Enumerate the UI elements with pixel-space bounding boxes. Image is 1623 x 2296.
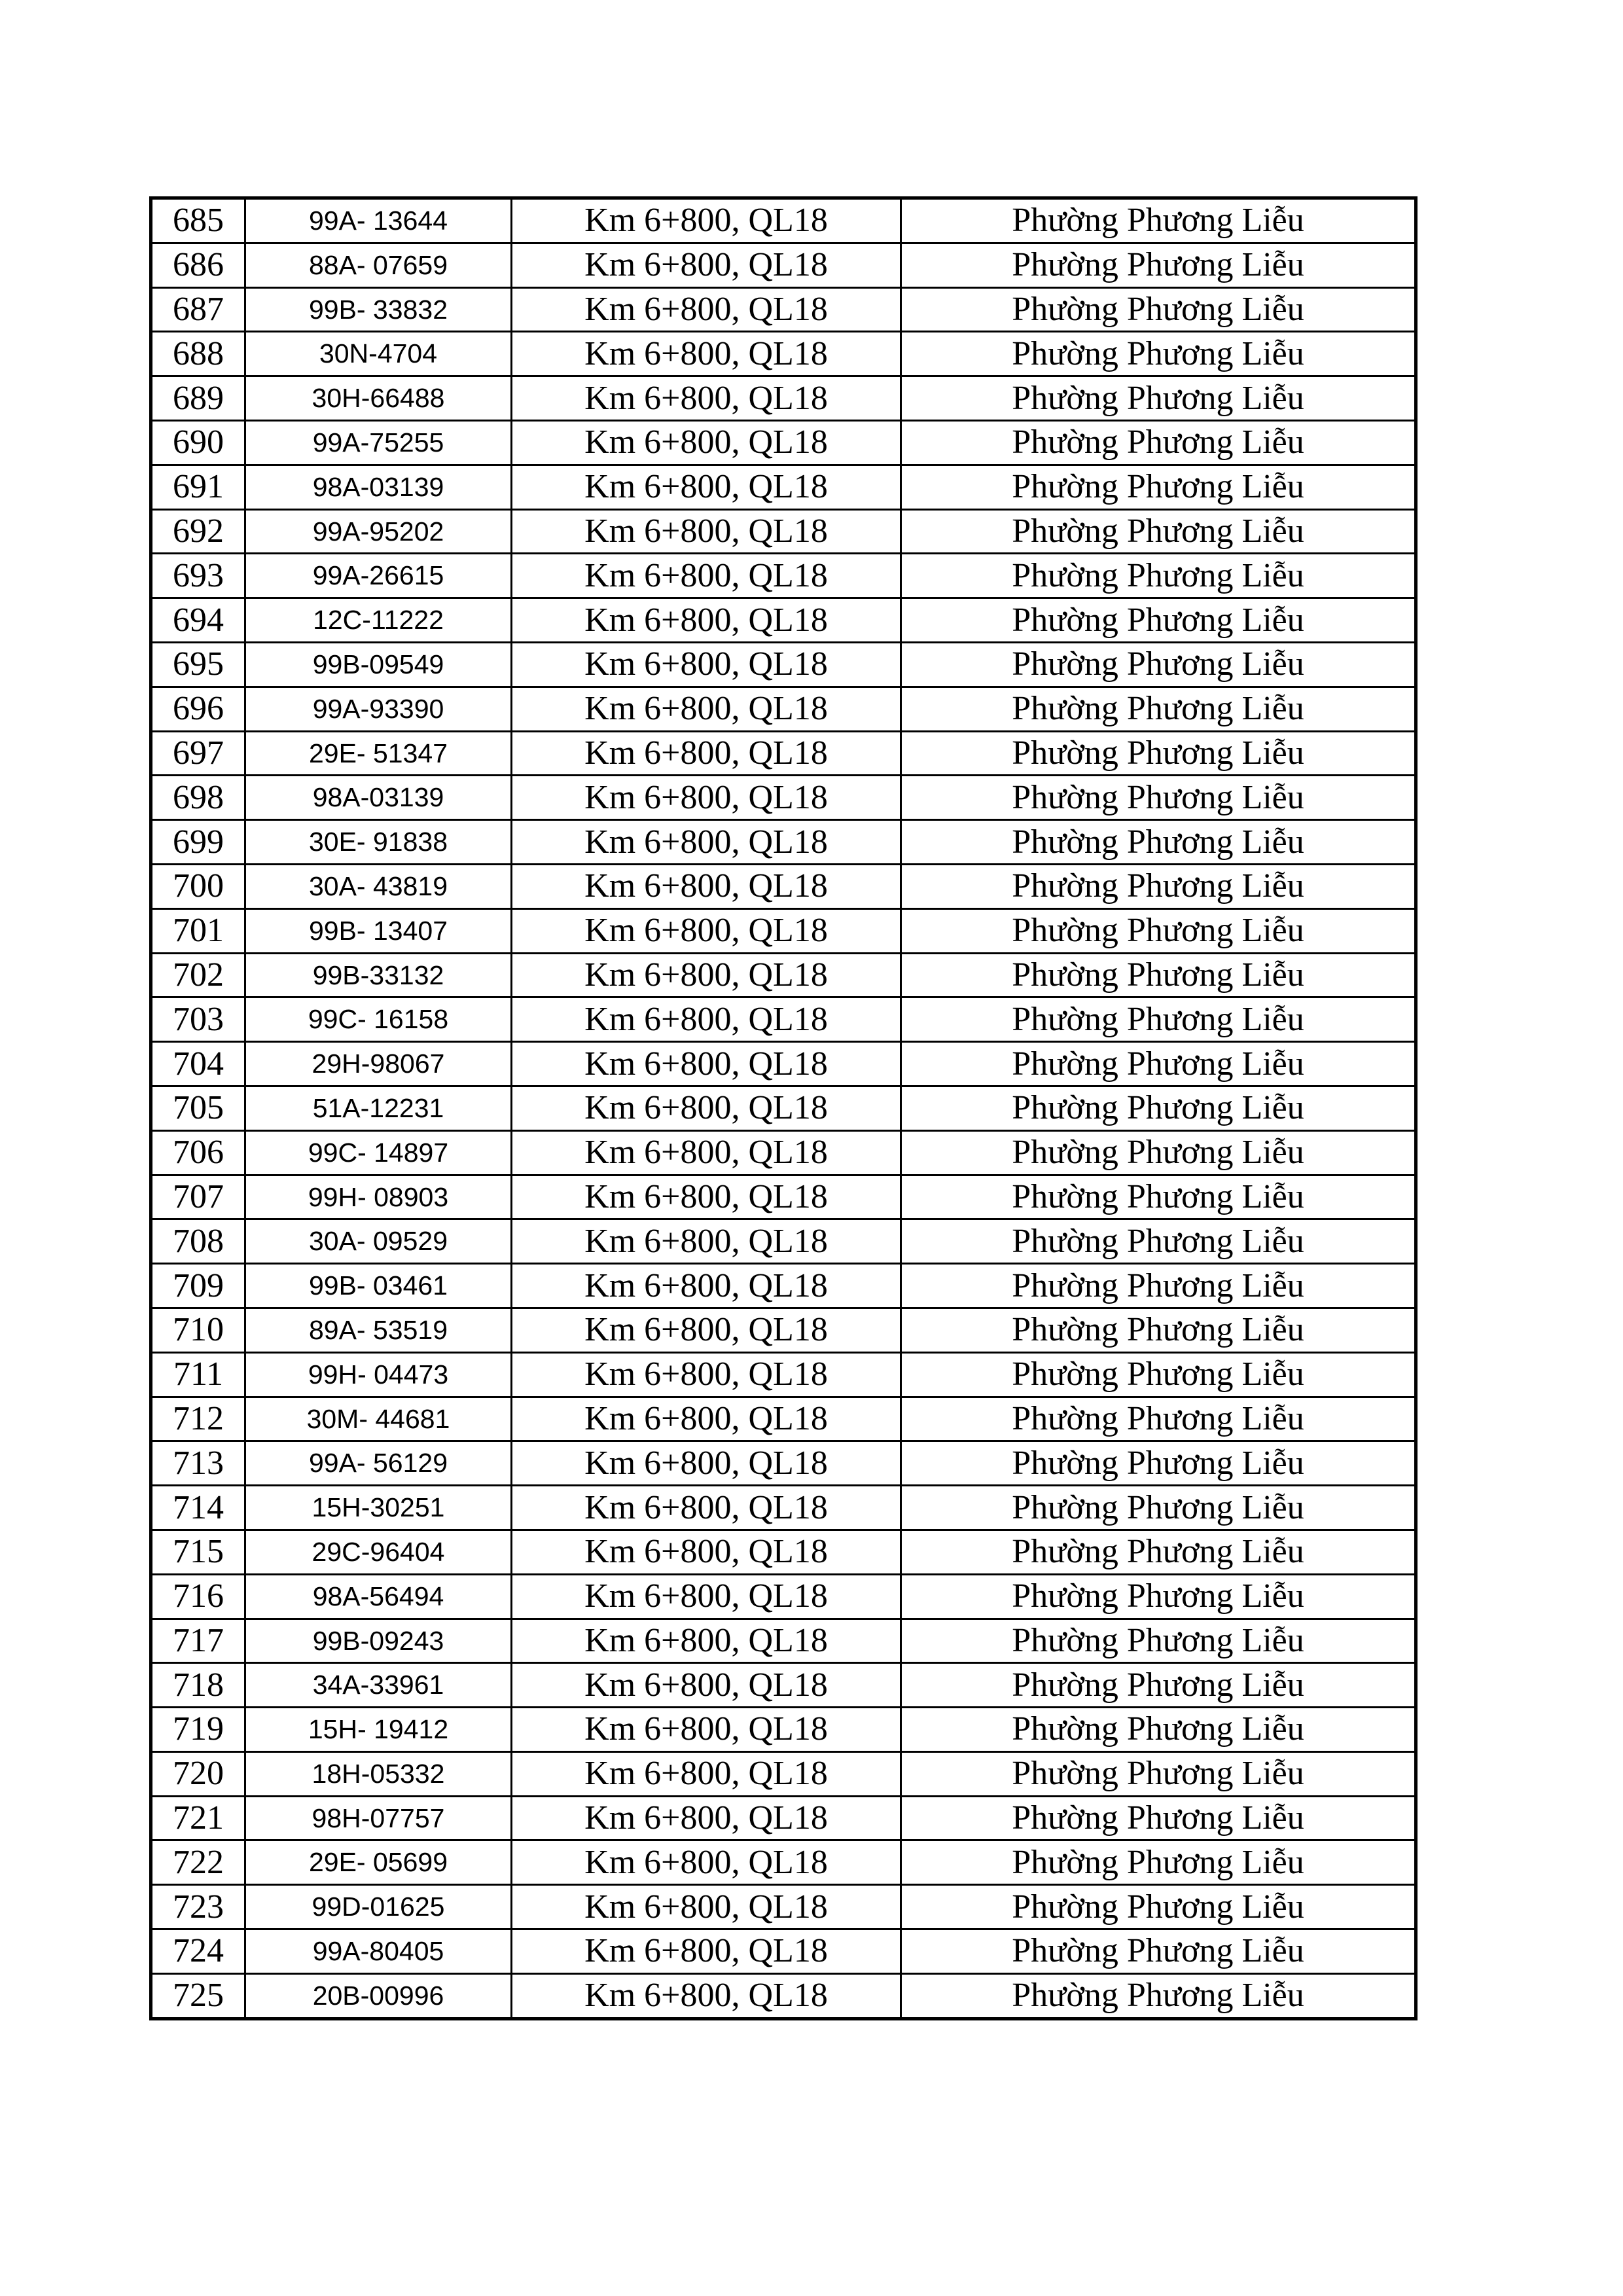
location-cell: Km 6+800, QL18	[512, 1751, 901, 1796]
location-cell: Km 6+800, QL18	[512, 1929, 901, 1974]
table-row	[151, 864, 1416, 908]
license-plate-cell: 88A- 07659	[245, 243, 512, 287]
location-cell: Km 6+800, QL18	[512, 1219, 901, 1264]
table-row	[151, 1264, 1416, 1308]
ward-cell: Phường Phương Liễu	[901, 1042, 1416, 1086]
table-row	[151, 997, 1416, 1042]
ward-cell: Phường Phương Liễu	[901, 1619, 1416, 1663]
license-plate-cell: 30A- 09529	[245, 1219, 512, 1264]
row-number-cell: 691	[151, 465, 245, 509]
row-number-cell: 697	[151, 731, 245, 776]
table-row	[151, 465, 1416, 509]
table-row	[151, 243, 1416, 287]
row-number-cell: 720	[151, 1751, 245, 1796]
ward-cell: Phường Phương Liễu	[901, 1219, 1416, 1264]
ward-cell: Phường Phương Liễu	[901, 1397, 1416, 1441]
row-number-cell: 725	[151, 1973, 245, 2018]
table-row	[151, 1530, 1416, 1574]
row-number-cell: 715	[151, 1530, 245, 1574]
license-plate-cell: 30N-4704	[245, 332, 512, 376]
table-row	[151, 1042, 1416, 1086]
row-number-cell: 690	[151, 420, 245, 465]
location-cell: Km 6+800, QL18	[512, 1264, 901, 1308]
license-plate-cell: 99D-01625	[245, 1885, 512, 1929]
location-cell: Km 6+800, QL18	[512, 687, 901, 731]
ward-cell: Phường Phương Liễu	[901, 376, 1416, 421]
location-cell: Km 6+800, QL18	[512, 1708, 901, 1752]
license-plate-cell: 99B-33132	[245, 953, 512, 997]
ward-cell: Phường Phương Liễu	[901, 1973, 1416, 2018]
ward-cell: Phường Phương Liễu	[901, 1574, 1416, 1619]
license-plate-cell: 99B- 13407	[245, 908, 512, 953]
ward-cell: Phường Phương Liễu	[901, 420, 1416, 465]
license-plate-cell: 99A- 13644	[245, 198, 512, 243]
ward-cell: Phường Phương Liễu	[901, 864, 1416, 908]
row-number-cell: 712	[151, 1397, 245, 1441]
location-cell: Km 6+800, QL18	[512, 997, 901, 1042]
location-cell: Km 6+800, QL18	[512, 1352, 901, 1397]
row-number-cell: 718	[151, 1663, 245, 1708]
row-number-cell: 698	[151, 776, 245, 820]
license-plate-cell: 98A-03139	[245, 465, 512, 509]
license-plate-cell: 99B- 33832	[245, 287, 512, 332]
license-plate-cell: 99B- 03461	[245, 1264, 512, 1308]
location-cell: Km 6+800, QL18	[512, 1973, 901, 2018]
violation-table	[149, 196, 1418, 2020]
table-row	[151, 1751, 1416, 1796]
license-plate-cell: 99A- 56129	[245, 1441, 512, 1486]
row-number-cell: 706	[151, 1130, 245, 1175]
ward-cell: Phường Phương Liễu	[901, 1130, 1416, 1175]
location-cell: Km 6+800, QL18	[512, 864, 901, 908]
ward-cell: Phường Phương Liễu	[901, 953, 1416, 997]
license-plate-cell: 30A- 43819	[245, 864, 512, 908]
location-cell: Km 6+800, QL18	[512, 554, 901, 598]
ward-cell: Phường Phương Liễu	[901, 642, 1416, 687]
ward-cell: Phường Phương Liễu	[901, 1308, 1416, 1352]
table-row	[151, 1619, 1416, 1663]
row-number-cell: 714	[151, 1486, 245, 1530]
table-row	[151, 1486, 1416, 1530]
location-cell: Km 6+800, QL18	[512, 908, 901, 953]
row-number-cell: 722	[151, 1840, 245, 1885]
table-row	[151, 1840, 1416, 1885]
table-row	[151, 554, 1416, 598]
row-number-cell: 719	[151, 1708, 245, 1752]
table-row	[151, 1441, 1416, 1486]
row-number-cell: 692	[151, 509, 245, 554]
location-cell: Km 6+800, QL18	[512, 642, 901, 687]
table-row	[151, 908, 1416, 953]
location-cell: Km 6+800, QL18	[512, 1486, 901, 1530]
table-row	[151, 509, 1416, 554]
license-plate-cell: 34A-33961	[245, 1663, 512, 1708]
table-row	[151, 1308, 1416, 1352]
ward-cell: Phường Phương Liễu	[901, 332, 1416, 376]
table-row	[151, 1175, 1416, 1219]
location-cell: Km 6+800, QL18	[512, 776, 901, 820]
row-number-cell: 693	[151, 554, 245, 598]
license-plate-cell: 99B-09243	[245, 1619, 512, 1663]
row-number-cell: 723	[151, 1885, 245, 1929]
ward-cell: Phường Phương Liễu	[901, 1441, 1416, 1486]
row-number-cell: 713	[151, 1441, 245, 1486]
ward-cell: Phường Phương Liễu	[901, 1086, 1416, 1130]
location-cell: Km 6+800, QL18	[512, 1885, 901, 1929]
location-cell: Km 6+800, QL18	[512, 1840, 901, 1885]
ward-cell: Phường Phương Liễu	[901, 1796, 1416, 1840]
row-number-cell: 717	[151, 1619, 245, 1663]
location-cell: Km 6+800, QL18	[512, 731, 901, 776]
table-row	[151, 642, 1416, 687]
location-cell: Km 6+800, QL18	[512, 1441, 901, 1486]
row-number-cell: 707	[151, 1175, 245, 1219]
table-row	[151, 332, 1416, 376]
ward-cell: Phường Phương Liễu	[901, 1663, 1416, 1708]
table-row	[151, 1663, 1416, 1708]
row-number-cell: 710	[151, 1308, 245, 1352]
ward-cell: Phường Phương Liễu	[901, 1708, 1416, 1752]
table-row	[151, 287, 1416, 332]
table-row	[151, 1929, 1416, 1974]
ward-cell: Phường Phương Liễu	[901, 1175, 1416, 1219]
ward-cell: Phường Phương Liễu	[901, 1530, 1416, 1574]
ward-cell: Phường Phương Liễu	[901, 1352, 1416, 1397]
table-row	[151, 420, 1416, 465]
table-row	[151, 376, 1416, 421]
location-cell: Km 6+800, QL18	[512, 598, 901, 643]
table-row	[151, 820, 1416, 865]
table-row	[151, 1352, 1416, 1397]
location-cell: Km 6+800, QL18	[512, 243, 901, 287]
table-row	[151, 1973, 1416, 2018]
ward-cell: Phường Phương Liễu	[901, 243, 1416, 287]
row-number-cell: 694	[151, 598, 245, 643]
location-cell: Km 6+800, QL18	[512, 1619, 901, 1663]
location-cell: Km 6+800, QL18	[512, 1530, 901, 1574]
license-plate-cell: 12C-11222	[245, 598, 512, 643]
row-number-cell: 703	[151, 997, 245, 1042]
ward-cell: Phường Phương Liễu	[901, 820, 1416, 865]
ward-cell: Phường Phương Liễu	[901, 731, 1416, 776]
ward-cell: Phường Phương Liễu	[901, 509, 1416, 554]
location-cell: Km 6+800, QL18	[512, 1663, 901, 1708]
location-cell: Km 6+800, QL18	[512, 465, 901, 509]
license-plate-cell: 30H-66488	[245, 376, 512, 421]
license-plate-cell: 99A-26615	[245, 554, 512, 598]
ward-cell: Phường Phương Liễu	[901, 465, 1416, 509]
location-cell: Km 6+800, QL18	[512, 1042, 901, 1086]
location-cell: Km 6+800, QL18	[512, 1796, 901, 1840]
ward-cell: Phường Phương Liễu	[901, 1751, 1416, 1796]
ward-cell: Phường Phương Liễu	[901, 997, 1416, 1042]
table-row	[151, 1219, 1416, 1264]
license-plate-cell: 30M- 44681	[245, 1397, 512, 1441]
license-plate-cell: 15H- 19412	[245, 1708, 512, 1752]
row-number-cell: 709	[151, 1264, 245, 1308]
location-cell: Km 6+800, QL18	[512, 287, 901, 332]
ward-cell: Phường Phương Liễu	[901, 908, 1416, 953]
license-plate-cell: 99A-80405	[245, 1929, 512, 1974]
ward-cell: Phường Phương Liễu	[901, 598, 1416, 643]
row-number-cell: 702	[151, 953, 245, 997]
row-number-cell: 704	[151, 1042, 245, 1086]
license-plate-cell: 51A-12231	[245, 1086, 512, 1130]
table-row	[151, 776, 1416, 820]
license-plate-cell: 15H-30251	[245, 1486, 512, 1530]
license-plate-cell: 29H-98067	[245, 1042, 512, 1086]
row-number-cell: 689	[151, 376, 245, 421]
license-plate-cell: 99A-95202	[245, 509, 512, 554]
row-number-cell: 699	[151, 820, 245, 865]
location-cell: Km 6+800, QL18	[512, 1130, 901, 1175]
location-cell: Km 6+800, QL18	[512, 1397, 901, 1441]
row-number-cell: 685	[151, 198, 245, 243]
row-number-cell: 721	[151, 1796, 245, 1840]
license-plate-cell: 20B-00996	[245, 1973, 512, 2018]
license-plate-cell: 99A-93390	[245, 687, 512, 731]
row-number-cell: 701	[151, 908, 245, 953]
location-cell: Km 6+800, QL18	[512, 1175, 901, 1219]
row-number-cell: 708	[151, 1219, 245, 1264]
location-cell: Km 6+800, QL18	[512, 1086, 901, 1130]
table-row	[151, 1885, 1416, 1929]
location-cell: Km 6+800, QL18	[512, 198, 901, 243]
table-row	[151, 198, 1416, 243]
ward-cell: Phường Phương Liễu	[901, 287, 1416, 332]
table-row	[151, 1796, 1416, 1840]
table-row	[151, 1574, 1416, 1619]
row-number-cell: 687	[151, 287, 245, 332]
table-row	[151, 731, 1416, 776]
row-number-cell: 711	[151, 1352, 245, 1397]
row-number-cell: 700	[151, 864, 245, 908]
location-cell: Km 6+800, QL18	[512, 509, 901, 554]
location-cell: Km 6+800, QL18	[512, 376, 901, 421]
license-plate-cell: 99H- 04473	[245, 1352, 512, 1397]
ward-cell: Phường Phương Liễu	[901, 1929, 1416, 1974]
location-cell: Km 6+800, QL18	[512, 420, 901, 465]
license-plate-cell: 18H-05332	[245, 1751, 512, 1796]
license-plate-cell: 29E- 05699	[245, 1840, 512, 1885]
license-plate-cell: 99A-75255	[245, 420, 512, 465]
license-plate-cell: 30E- 91838	[245, 820, 512, 865]
license-plate-cell: 99C- 14897	[245, 1130, 512, 1175]
row-number-cell: 705	[151, 1086, 245, 1130]
location-cell: Km 6+800, QL18	[512, 332, 901, 376]
table-row	[151, 687, 1416, 731]
license-plate-cell: 99C- 16158	[245, 997, 512, 1042]
license-plate-cell: 98A-56494	[245, 1574, 512, 1619]
table-row	[151, 1397, 1416, 1441]
location-cell: Km 6+800, QL18	[512, 820, 901, 865]
row-number-cell: 696	[151, 687, 245, 731]
table-row	[151, 953, 1416, 997]
row-number-cell: 716	[151, 1574, 245, 1619]
license-plate-cell: 89A- 53519	[245, 1308, 512, 1352]
license-plate-cell: 29C-96404	[245, 1530, 512, 1574]
ward-cell: Phường Phương Liễu	[901, 1885, 1416, 1929]
row-number-cell: 695	[151, 642, 245, 687]
ward-cell: Phường Phương Liễu	[901, 1264, 1416, 1308]
location-cell: Km 6+800, QL18	[512, 1574, 901, 1619]
location-cell: Km 6+800, QL18	[512, 1308, 901, 1352]
table-row	[151, 1086, 1416, 1130]
row-number-cell: 686	[151, 243, 245, 287]
row-number-cell: 724	[151, 1929, 245, 1974]
license-plate-cell: 99H- 08903	[245, 1175, 512, 1219]
ward-cell: Phường Phương Liễu	[901, 554, 1416, 598]
ward-cell: Phường Phương Liễu	[901, 776, 1416, 820]
license-plate-cell: 99B-09549	[245, 642, 512, 687]
license-plate-cell: 98A-03139	[245, 776, 512, 820]
row-number-cell: 688	[151, 332, 245, 376]
table-row	[151, 598, 1416, 643]
license-plate-cell: 29E- 51347	[245, 731, 512, 776]
ward-cell: Phường Phương Liễu	[901, 1486, 1416, 1530]
table-body	[151, 198, 1416, 2019]
ward-cell: Phường Phương Liễu	[901, 1840, 1416, 1885]
location-cell: Km 6+800, QL18	[512, 953, 901, 997]
ward-cell: Phường Phương Liễu	[901, 198, 1416, 243]
license-plate-cell: 98H-07757	[245, 1796, 512, 1840]
table-row	[151, 1708, 1416, 1752]
ward-cell: Phường Phương Liễu	[901, 687, 1416, 731]
table-row	[151, 1130, 1416, 1175]
